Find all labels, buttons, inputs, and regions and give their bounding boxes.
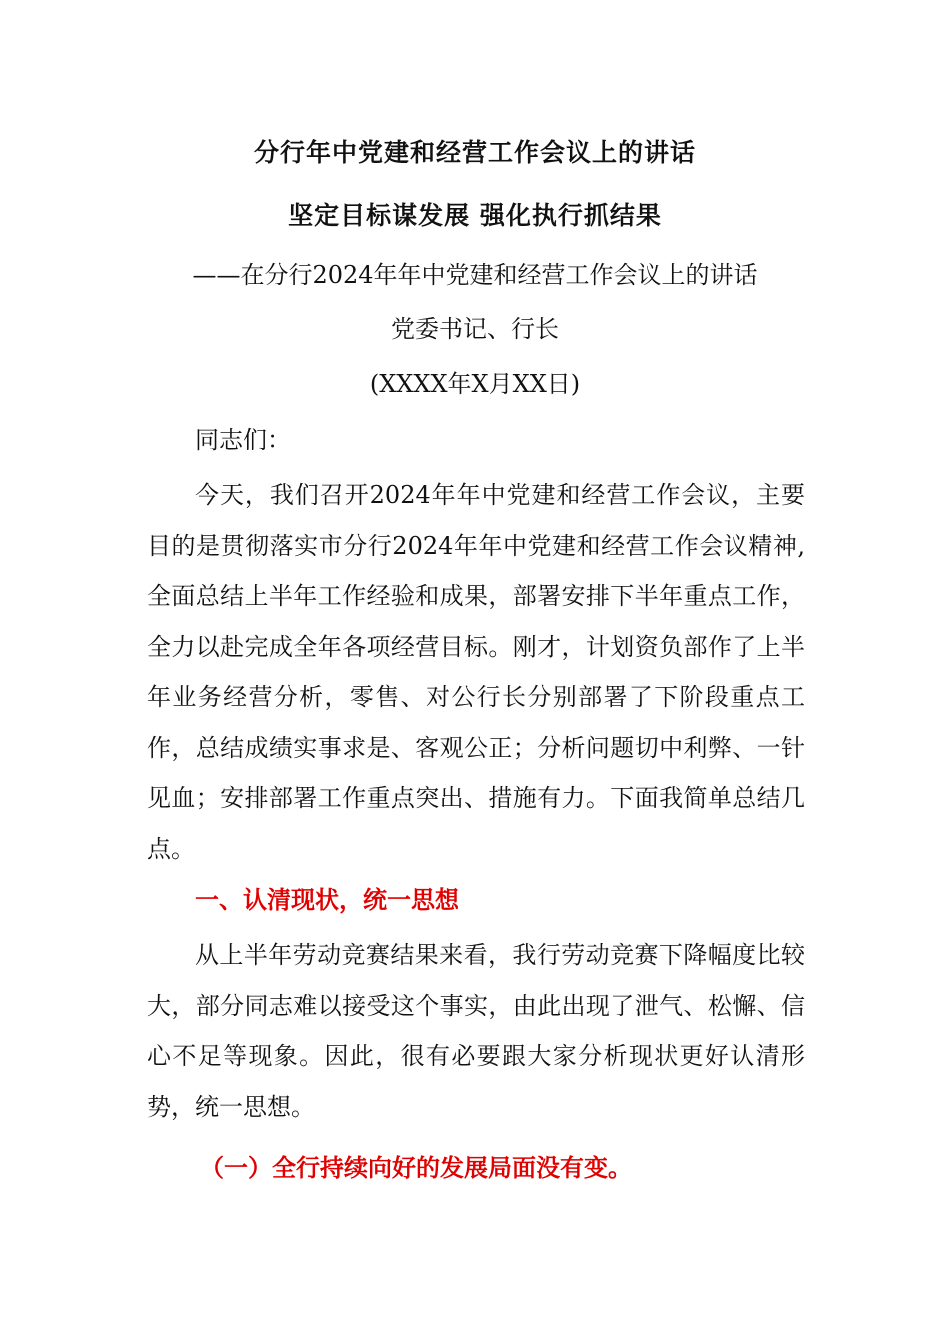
document-title: 分行年中党建和经营工作会议上的讲话	[253, 138, 696, 167]
speech-date: (XXXX年X月XX日)	[369, 370, 581, 398]
section-heading-1: 一、认清现状，统一思想	[195, 886, 459, 914]
speaker-title: 党委书记、行长	[391, 315, 559, 343]
paragraph-intro: 今天，我们召开2024年年中党建和经营工作会议，主要目的是贯彻落实市分行2024年年中党建和经营工作会议精神,全面总结上半年工作经验和成果，部署安排下半年重点工作，全力以赴完成全年各项经营目标。刚才，计划资负部作了上半年业务经营分析，零售、对公行长分别部署了下阶段重点工作，总结成绩实事求是、客观公正；分析问题切中利弊、一针见血；安排部署工作重点突出、措施有力。下面我简单总结几点。	[147, 481, 805, 863]
greeting: 同志们：	[195, 426, 291, 454]
document-subline: ——在分行2024年年中党建和经营工作会议上的讲话	[192, 261, 758, 289]
document-subtitle: 坚定目标谋发展 强化执行抓结果	[288, 201, 662, 230]
paragraph-section-1: 从上半年劳动竞赛结果来看，我行劳动竞赛下降幅度比较大，部分同志难以接受这个事实，由此出现了泄气、松懈、信心不足等现象。因此，很有必要跟大家分析现状更好认清形势，统一思想。	[147, 941, 805, 1121]
subsection-heading-1: （一）全行持续向好的发展局面没有变。	[200, 1154, 632, 1182]
